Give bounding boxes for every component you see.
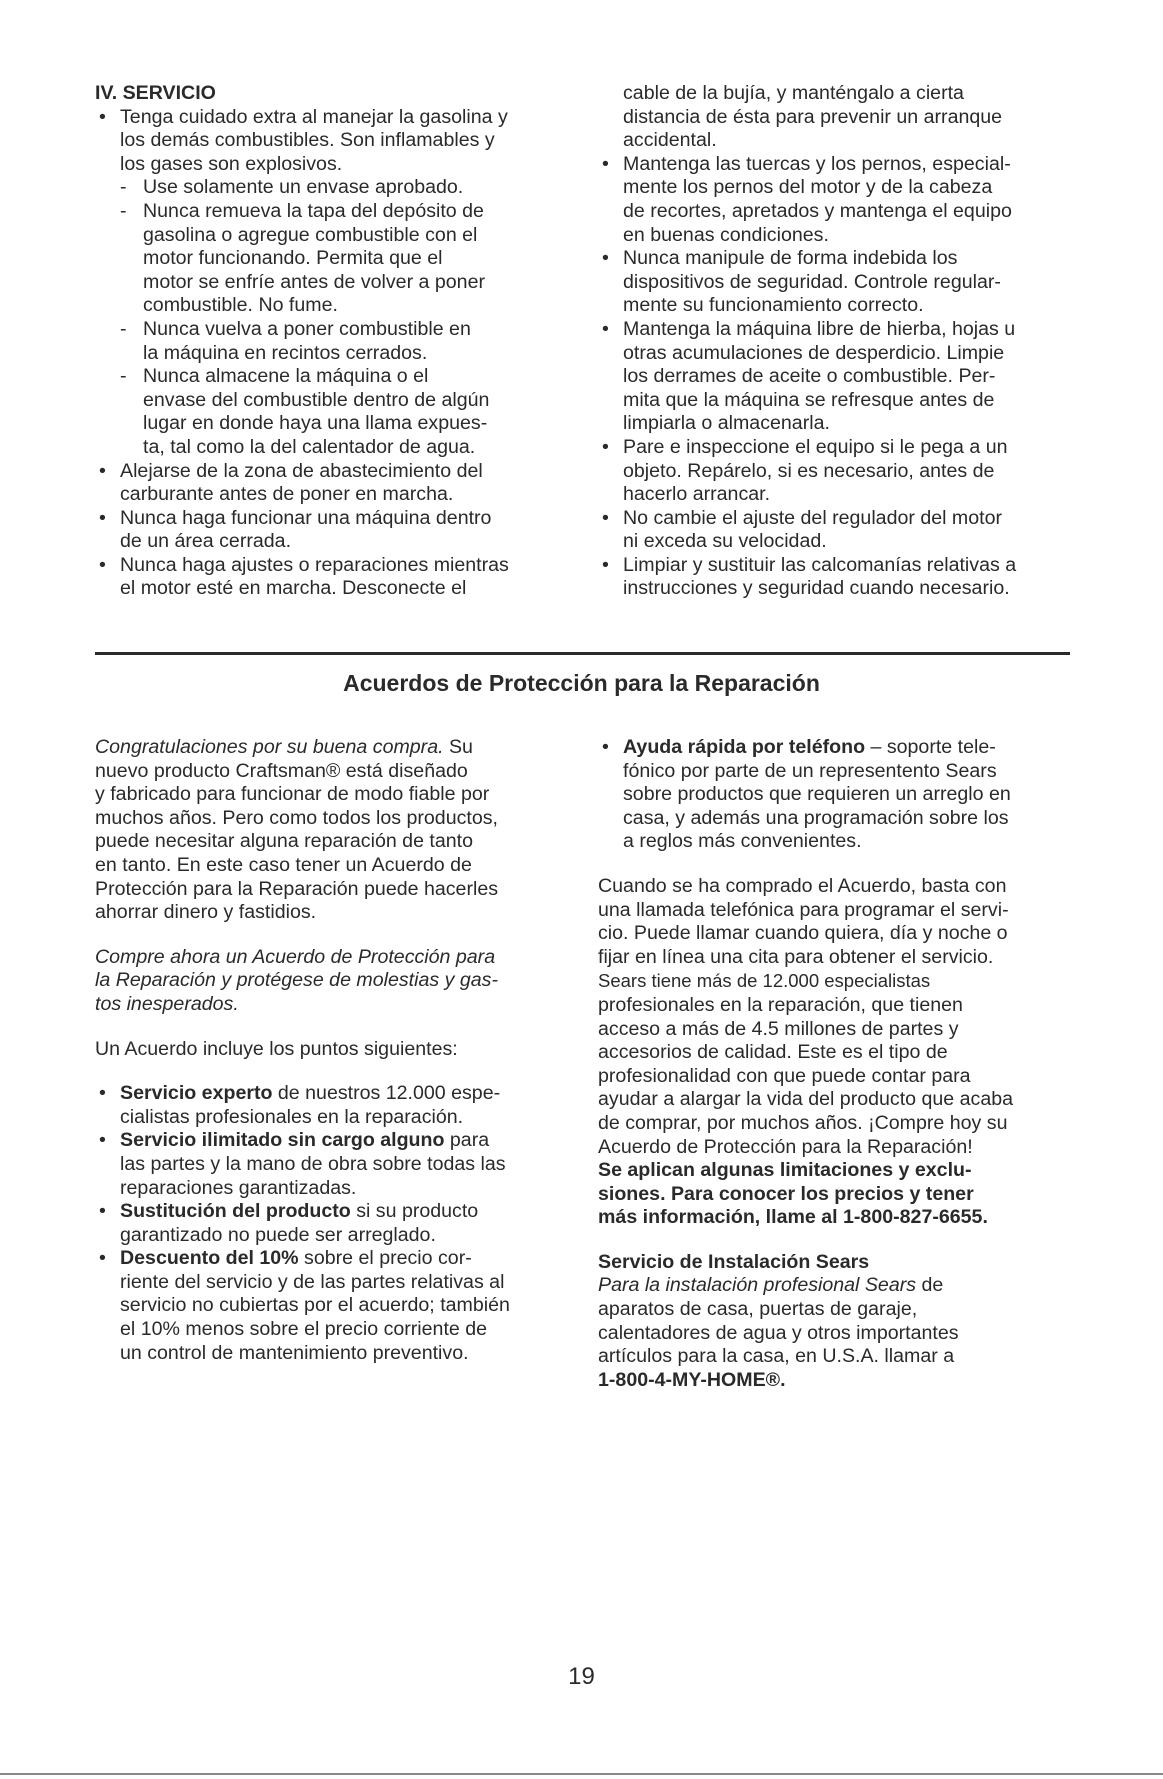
bullet-continuation-line: objeto. Repárelo, si es necesario, antes de: [623, 459, 995, 482]
text-segment: profesionales en la reparación, que tienen: [598, 993, 963, 1016]
text-segment: calentadores de agua y otros importantes: [598, 1321, 959, 1344]
bullet-continuation-line: dispositivos de seguridad. Controle regular-: [623, 270, 1001, 293]
bullet-line: • Alejarse de la zona de abastecimiento del: [95, 460, 575, 484]
bullet-continuation-line: [598, 760, 1078, 784]
text-segment: a reglos más convenientes.: [623, 830, 862, 853]
text-segment: Protección para la Reparación puede hacerles: [95, 877, 499, 900]
text-segment: Sears tiene más de 12.000 especialistas: [598, 970, 931, 992]
agreement-left-lines: [95, 736, 575, 1365]
text-segment: el 10% menos sobre el precio corriente de: [120, 1318, 488, 1341]
text-segment: de comprar, por muchos años. ¡Compre hoy su: [598, 1111, 1008, 1134]
bullet-continuation-line: accidental.: [623, 129, 717, 152]
text-line: [598, 1369, 1078, 1393]
text-segment: cio. Puede llamar cuando quiera, día y noche o: [598, 922, 1008, 945]
text-line: [95, 736, 575, 760]
paragraph-gap: [598, 854, 1078, 875]
text-segment: un control de mantenimiento preventivo.: [120, 1341, 469, 1364]
text-segment: Su: [443, 736, 473, 758]
text-segment: muchos años. Pero como todos los productos,: [95, 806, 498, 829]
text-segment: la Reparación y protégese de molestias y gas-: [95, 969, 498, 992]
text-segment: Congratulaciones por su buena compra.: [95, 736, 444, 758]
dash-line: - Use solamente un envase aprobado.: [95, 176, 575, 200]
text-line: [598, 1345, 1078, 1369]
bullet-continuation-line: [95, 1294, 575, 1318]
text-line: [95, 783, 575, 807]
agreement-title: Acuerdos de Protección para la Reparación: [343, 670, 820, 696]
text-line: [598, 1112, 1078, 1136]
bullet-continuation-line: [598, 830, 1078, 854]
bullet-line: • Nunca haga ajustes o reparaciones mientras: [95, 554, 575, 578]
text-line: [598, 946, 1078, 970]
text-segment: Cuando se ha comprado el Acuerdo, basta con: [598, 874, 1007, 897]
text-line: [598, 969, 1078, 994]
text-segment: las partes y la mano de obra sobre todas las: [120, 1152, 506, 1175]
text-line: [95, 854, 575, 878]
text-segment: sobre el precio cor-: [298, 1247, 472, 1270]
text-line: [598, 1018, 1078, 1042]
text-segment: fónico por parte de un representento Sears: [623, 759, 997, 782]
text-segment: siones. Para conocer los precios y tener: [598, 1182, 974, 1205]
text-segment: una llamada telefónica para programar el servi-: [598, 898, 1009, 921]
paragraph-gap: [95, 1017, 575, 1038]
bullet-continuation-line: [95, 1224, 575, 1248]
dash-continuation-line: la máquina en recintos cerrados.: [143, 341, 428, 364]
dash-continuation-line: motor se enfríe antes de volver a poner: [143, 270, 485, 293]
bullet-continuation-line: el motor esté en marcha. Desconecte el: [120, 577, 467, 600]
text-segment: Descuento del 10%: [120, 1247, 299, 1270]
text-segment: Se aplican algunas limitaciones y exclu-: [598, 1159, 972, 1182]
text-segment: Para la instalación profesional Sears: [598, 1274, 917, 1297]
bullet-continuation-line: [95, 1271, 575, 1295]
text-line: [598, 1274, 1078, 1298]
text-segment: – soporte tele-: [865, 736, 996, 758]
bullet-line: [95, 1200, 575, 1224]
bullet-continuation-line: de recortes, apretados y mantenga el equipo: [623, 199, 1012, 222]
bullet-line: • Tenga cuidado extra al manejar la gasolina y: [95, 106, 575, 130]
dash-continuation-line: combustible. No fume.: [143, 294, 338, 317]
text-line: [95, 969, 575, 993]
text-line: [598, 899, 1078, 923]
bullet-continuation-line: limpiarla o almacenarla.: [623, 412, 830, 435]
text-line: [95, 993, 575, 1017]
dash-line: - Nunca vuelva a poner combustible en: [95, 318, 575, 342]
bullet-continuation-line: otras acumulaciones de desperdicio. Limpie: [623, 341, 1005, 364]
bullet-line: [95, 1082, 575, 1106]
bullet-line: • Mantenga las tuercas y los pernos, especial-: [598, 153, 1078, 177]
servicio-left-lines: [95, 106, 575, 601]
dash-continuation-line: motor funcionando. Permita que el: [143, 247, 443, 270]
text-segment: cialistas profesionales en la reparación.: [120, 1105, 464, 1128]
bullet-line: • Nunca haga funcionar una máquina dentro: [95, 507, 575, 531]
text-segment: de nuestros 12.000 espe-: [272, 1082, 501, 1105]
text-line: [95, 807, 575, 831]
bullet-continuation-line: [95, 1153, 575, 1177]
text-segment: ahorrar dinero y fastidios.: [95, 901, 317, 924]
text-segment: Servicio experto: [120, 1082, 273, 1105]
bullet-continuation-line: carburante antes de poner en marcha.: [120, 483, 454, 506]
bullet-continuation-line: mita que la máquina se refresque antes de: [623, 388, 995, 411]
agreement-right-column: [598, 736, 1078, 1392]
bullet-continuation-line: ni exceda su velocidad.: [623, 530, 827, 553]
bullet-line: [598, 736, 1078, 760]
bullet-continuation-line: los demás combustibles. Son inflamables y: [120, 129, 495, 152]
dash-line: - Nunca remueva la tapa del depósito de: [95, 200, 575, 224]
text-line: [598, 1322, 1078, 1346]
bullet-continuation-line: los gases son explosivos.: [120, 152, 343, 175]
text-segment: si su producto: [350, 1200, 479, 1223]
servicio-right-column: [598, 82, 1078, 601]
text-segment: Compre ahora un Acuerdo de Protección para: [95, 945, 496, 968]
text-line: [95, 946, 575, 970]
text-line: [598, 1251, 1078, 1275]
text-line: [95, 901, 575, 925]
bottom-border: [0, 1773, 1163, 1775]
dash-line: - Nunca almacene la máquina o el: [95, 365, 575, 389]
paragraph-gap: [598, 1230, 1078, 1251]
bullet-continuation-line: [95, 1318, 575, 1342]
text-segment: más información, llame al 1-800-827-6655.: [598, 1206, 988, 1229]
text-segment: y fabricado para funcionar de modo fiable por: [95, 783, 490, 806]
agreement-left-column: [95, 736, 575, 1365]
bullet-continuation-line: [95, 1106, 575, 1130]
text-segment: fijar en línea una cita para obtener el servicio.: [598, 945, 994, 968]
text-line: [598, 1298, 1078, 1322]
servicio-heading: IV. SERVICIO: [95, 82, 216, 104]
bullet-continuation-line: los derrames de aceite o combustible. Per-: [623, 365, 996, 388]
dash-continuation-line: lugar en donde haya una llama expues-: [143, 412, 488, 435]
text-line: [598, 875, 1078, 899]
text-segment: artículos para la casa, en U.S.A. llamar a: [598, 1345, 955, 1368]
text-line: [95, 878, 575, 902]
bullet-continuation-line: [598, 783, 1078, 807]
bullet-line: • Nunca manipule de forma indebida los: [598, 247, 1078, 271]
text-segment: riente del servicio y de las partes relativas al: [120, 1270, 505, 1293]
bullet-continuation-line: mente su funcionamiento correcto.: [623, 294, 924, 317]
text-line: [598, 1183, 1078, 1207]
text-line: [598, 1159, 1078, 1183]
text-segment: profesionalidad con que puede contar para: [598, 1064, 971, 1087]
bullet-continuation-line: de un área cerrada.: [120, 530, 292, 553]
bullet-continuation-line: distancia de ésta para prevenir un arranque: [623, 105, 1003, 128]
bullet-continuation-line: [95, 1342, 575, 1366]
bullet-continuation-line: hacerlo arrancar.: [623, 483, 771, 506]
text-segment: Un Acuerdo incluye los puntos siguientes:: [95, 1037, 458, 1060]
paragraph-gap: [95, 1061, 575, 1082]
text-line: [598, 1088, 1078, 1112]
text-segment: sobre productos que requieren un arreglo en: [623, 783, 1011, 806]
bullet-line: • Limpiar y sustituir las calcomanías relativas a: [598, 554, 1078, 578]
bullet-line: • No cambie el ajuste del regulador del motor: [598, 507, 1078, 531]
bullet-continuation-line: cable de la bujía, y manténgalo a cierta: [623, 82, 964, 104]
servicio-right-lines: [598, 82, 1078, 601]
text-segment: accesorios de calidad. Este es el tipo de: [598, 1041, 948, 1064]
dash-continuation-line: gasolina o agregue combustible con el: [143, 223, 478, 246]
text-segment: ayudar a alargar la vida del producto que acaba: [598, 1088, 1014, 1111]
text-line: [95, 830, 575, 854]
bullet-continuation-line: instrucciones y seguridad cuando necesario.: [623, 577, 1010, 600]
text-segment: acceso a más de 4.5 millones de partes y: [598, 1017, 959, 1040]
text-segment: nuevo producto Craftsman® está diseñado: [95, 759, 468, 782]
text-segment: Ayuda rápida por teléfono: [623, 736, 866, 758]
bullet-continuation-line: mente los pernos del motor y de la cabeza: [623, 176, 993, 199]
dash-continuation-line: envase del combustible dentro de algún: [143, 388, 490, 411]
text-segment: de: [916, 1274, 944, 1297]
text-segment: Servicio de Instalación Sears: [598, 1250, 870, 1273]
text-line: [598, 1136, 1078, 1160]
bullet-line: • Mantenga la máquina libre de hierba, hojas u: [598, 318, 1078, 342]
servicio-left-column: [95, 82, 575, 601]
text-segment: casa, y además una programación sobre los: [623, 806, 1009, 829]
text-segment: Acuerdo de Protección para la Reparación!: [598, 1135, 973, 1158]
text-segment: reparaciones garantizadas.: [120, 1176, 357, 1199]
text-segment: puede necesitar alguna reparación de tanto: [95, 830, 474, 853]
text-line: [598, 1065, 1078, 1089]
text-segment: garantizado no puede ser arreglado.: [120, 1223, 436, 1246]
text-segment: en tanto. En este caso tener un Acuerdo de: [95, 853, 472, 876]
text-segment: tos inesperados.: [95, 992, 239, 1015]
bullet-continuation-line: [95, 1177, 575, 1201]
text-line: [95, 1038, 575, 1062]
paragraph-gap: [95, 925, 575, 946]
dash-continuation-line: ta, tal como la del calentador de agua.: [143, 435, 476, 458]
text-segment: para: [444, 1129, 490, 1152]
text-line: [95, 760, 575, 784]
section-divider: [95, 652, 1070, 655]
bullet-line: [95, 1129, 575, 1153]
text-line: [598, 922, 1078, 946]
text-line: [598, 1206, 1078, 1230]
text-line: [598, 994, 1078, 1018]
text-segment: 1-800-4-MY-HOME®.: [598, 1368, 786, 1391]
text-segment: servicio no cubiertas por el acuerdo; también: [120, 1294, 510, 1317]
bullet-line: [95, 1247, 575, 1271]
text-segment: Servicio ilimitado sin cargo alguno: [120, 1129, 445, 1152]
text-segment: Sustitución del producto: [120, 1200, 351, 1223]
text-line: [598, 1041, 1078, 1065]
agreement-right-lines: [598, 736, 1078, 1392]
text-segment: aparatos de casa, puertas de garaje,: [598, 1298, 918, 1321]
bullet-line: • Pare e inspeccione el equipo si le pega a un: [598, 436, 1078, 460]
bullet-continuation-line: en buenas condiciones.: [623, 223, 829, 246]
bullet-continuation-line: [598, 807, 1078, 831]
page-number: 19: [568, 1663, 595, 1690]
